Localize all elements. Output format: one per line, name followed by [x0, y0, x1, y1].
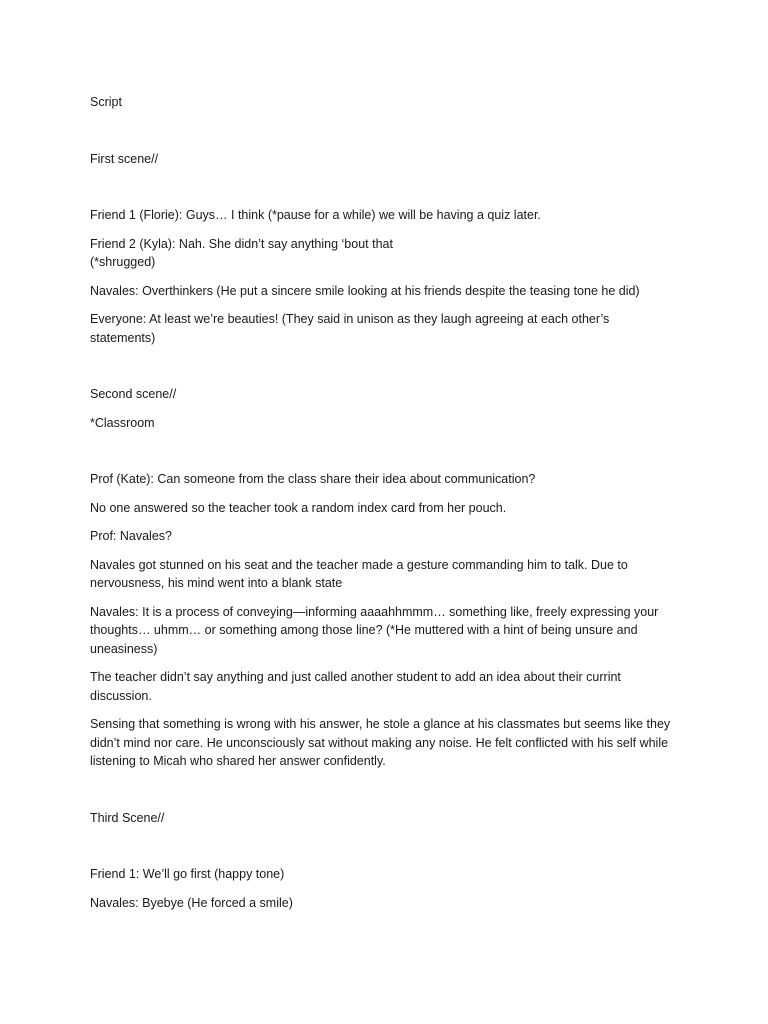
script-line: Navales: Byebye (He forced a smile) [90, 895, 293, 910]
script-line: Prof (Kate): Can someone from the class share their idea about communication? [90, 472, 536, 486]
script-line: Navales: Overthinkers (He put a sincere smile looking at his friends despite the teasing tone he did) [90, 283, 640, 298]
script-line: Prof: Navales? [90, 529, 172, 543]
document-body [90, 93, 675, 912]
script-line: Everyone: At least we’re beauties! (They said in unison as they laugh agreeing at each other’s statements) [90, 312, 610, 345]
setting-note: *Classroom [90, 415, 155, 430]
script-line: Friend 1: We’ll go first (happy tone) [90, 867, 285, 881]
narration-line: The teacher didn’t say anything and just called another student to add an idea about their currint discussion. [90, 670, 621, 703]
scene-heading: First scene// [90, 151, 159, 166]
narration-line: Sensing that something is wrong with his answer, he stole a glance at his classmates but seems like they didn’t mind nor care. He unconsciously sat without making any noise. He felt conflicted with his self while listening to Micah who shared her answer confidently. [90, 717, 671, 768]
script-line: Friend 1 (Florie): Guys… I think (*pause for a while) we will be having a quiz later. [90, 208, 541, 222]
script-line: Navales: It is a process of conveying—informing aaaahhmmm… something like, freely expressing your thoughts… uhmm… or something among those line? (*He muttered with a hint of being unsure and uneasiness) [90, 604, 659, 656]
document-title: Script [90, 95, 122, 109]
scene-heading: Third Scene// [90, 810, 165, 825]
narration-line: No one answered so the teacher took a random index card from her pouch. [90, 500, 507, 515]
scene-heading: Second scene// [90, 387, 177, 401]
narration-line: Navales got stunned on his seat and the teacher made a gesture commanding him to talk. Due to nervousness, his mind went into a blank state [90, 557, 628, 590]
script-line: Friend 2 (Kyla): Nah. She didn’t say anything ‘bout that (*shrugged) [90, 236, 393, 269]
